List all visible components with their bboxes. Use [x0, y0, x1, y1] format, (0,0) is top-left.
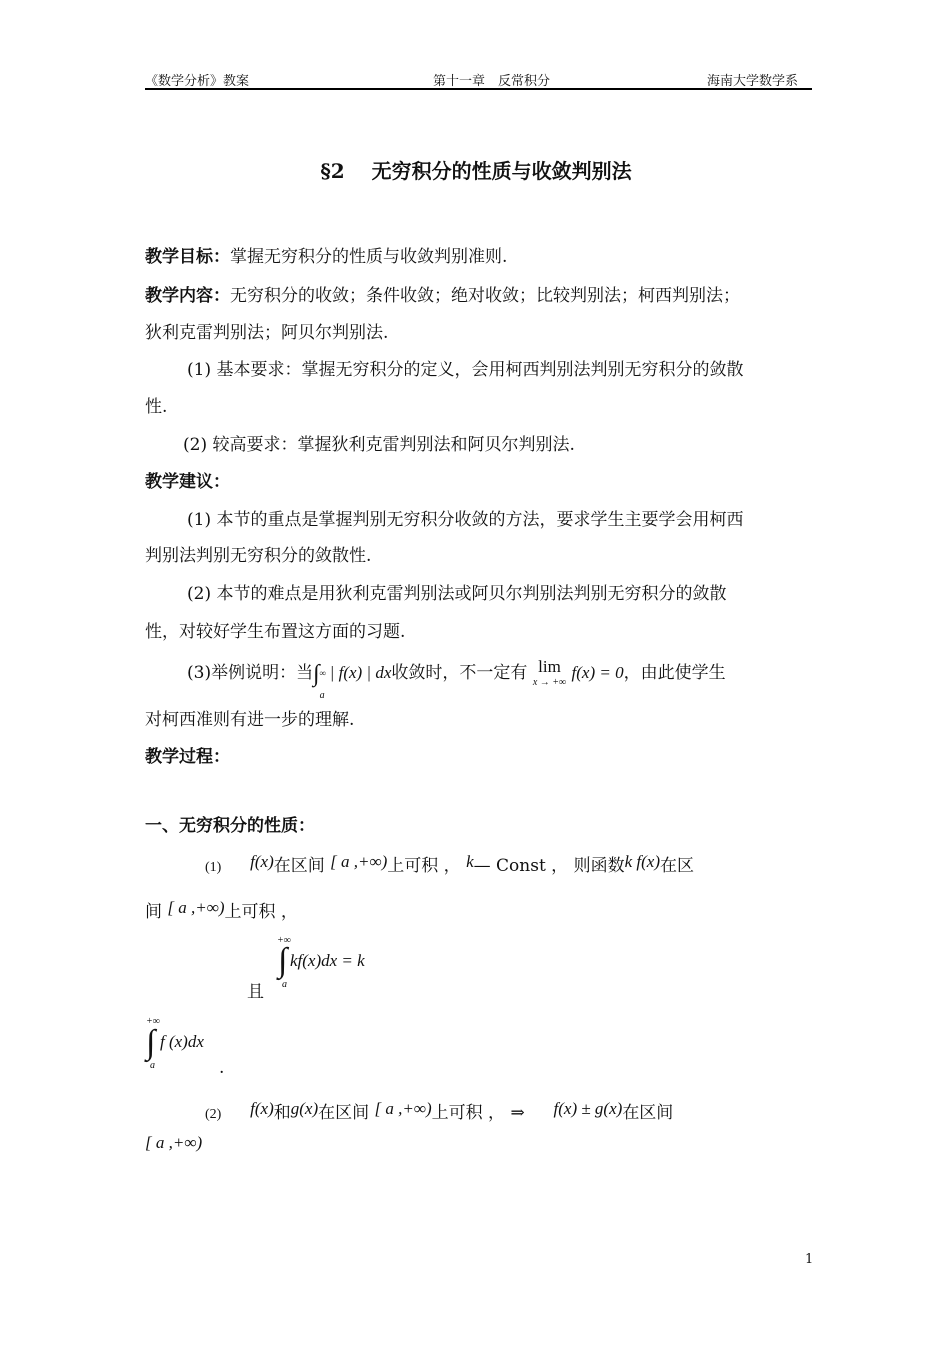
s3-fx: f(x) = 0 — [571, 663, 624, 682]
p2-t3: 在区间 — [622, 1103, 674, 1123]
header-left: 《数学分析》教案 — [145, 74, 250, 89]
int1-lower: a — [282, 979, 287, 990]
p2-l2-interval: [ a ,+∞) — [145, 1133, 203, 1152]
content-label: 教学内容： — [145, 286, 230, 306]
implies-symbol: ⇒ — [510, 1103, 525, 1122]
p2-t1: 在区间 — [318, 1103, 370, 1123]
int1-upper: +∞ — [277, 935, 291, 946]
p1-num: (1) — [205, 860, 222, 875]
integral-sign: ∫ — [313, 661, 320, 687]
content-line-2: 狄利克雷判别法；阿贝尔判别法. — [145, 323, 389, 343]
p1-t3: — Const ， 则函数 — [473, 856, 625, 876]
s3-lim-under: x → +∞ — [532, 677, 567, 688]
suggestion-1-line-1: (1) 本节的重点是掌握判别无穷积分收敛的方法，要求学生主要学会用柯西 — [187, 510, 744, 530]
int2-body: f (x)dx — [160, 1032, 204, 1051]
s3-integrand: | f(x) | dx — [329, 663, 392, 682]
p1-l2-t2: 上可积 ， — [224, 902, 298, 922]
req-advanced: (2) 较高要求：掌握狄利克雷判别法和阿贝尔判别法. — [183, 435, 575, 455]
p2-fx: f(x) — [250, 1099, 274, 1118]
header-center: 第十一章 反常积分 — [433, 74, 551, 89]
s3-lower: a — [319, 690, 325, 701]
suggestion-2-line-1: (2) 本节的难点是用狄利克雷判别法或阿贝尔判别法判别无穷积分的敛散 — [187, 584, 727, 604]
suggestions-label: 教学建议： — [145, 472, 230, 492]
property-1-line-1 — [205, 851, 694, 876]
s3-mid: 收敛时，不一定有 — [391, 663, 528, 683]
header-rule — [145, 88, 812, 90]
process-label: 教学过程： — [145, 747, 230, 767]
p1-t2: 上可积 ， — [387, 856, 461, 876]
p1-interval: [ a ,+∞) — [330, 852, 388, 871]
property-1-line-2 — [145, 897, 298, 922]
p1-fx: f(x) — [250, 852, 274, 871]
int2-sign: ∫ — [146, 1024, 156, 1061]
int2-lower: a — [150, 1060, 155, 1071]
suggestion-3-line-2: 对柯西准则有进一步的理解. — [145, 710, 355, 730]
s3-lim-word: lim — [538, 657, 561, 676]
p2-interval: [ a ,+∞) — [374, 1099, 432, 1118]
int2-dot: . — [219, 1058, 225, 1078]
content-line-1 — [145, 281, 740, 306]
p2-t2: 上可积 ， — [431, 1103, 506, 1123]
p1-t1: 在区间 — [273, 856, 325, 876]
suggestion-1-line-2: 判别法判别无穷积分的敛散性. — [145, 546, 372, 566]
objective-text: 掌握无穷积分的性质与收敛判别准则. — [230, 247, 508, 267]
objective-line — [145, 242, 507, 267]
s3-prefix: (3)举例说明：当 — [187, 663, 314, 683]
suggestion-2-line-2: 性，对较好学生布置这方面的习题. — [145, 622, 406, 642]
p1-kf: k f(x) — [624, 852, 660, 871]
p2-num: (2) — [205, 1107, 222, 1122]
p1-t4: 在区 — [659, 856, 694, 876]
int1-body: kf(x)dx = k — [290, 951, 365, 970]
page-number: 1 — [805, 1252, 814, 1267]
s3-suffix: ，由此使学生 — [623, 663, 726, 683]
property-2-line-1 — [205, 1098, 673, 1123]
req-basic-line-2: 性. — [145, 397, 168, 417]
s3-upper: ∞ — [319, 668, 327, 678]
int2-upper: +∞ — [146, 1016, 160, 1027]
int1-sign: ∫ — [278, 942, 288, 979]
part1-heading: 一、无穷积分的性质： — [145, 816, 315, 836]
p2-gx: g(x) — [290, 1099, 319, 1118]
objective-label: 教学目标： — [145, 247, 230, 267]
p2-sum: f(x) ± g(x) — [553, 1099, 623, 1118]
suggestion-3-line-1 — [187, 657, 726, 701]
p2-and: 和 — [273, 1103, 291, 1123]
header-right: 海南大学数学系 — [707, 74, 799, 89]
p1-l2-t: 间 — [145, 902, 162, 922]
content-text-1: 无穷积分的收敛；条件收敛；绝对收敛；比较判别法；柯西判别法； — [230, 286, 740, 306]
section-title: §2 无穷积分的性质与收敛判别法 — [320, 159, 632, 183]
req-basic-line-1: (1) 基本要求：掌握无穷积分的定义，会用柯西判别法判别无穷积分的敛散 — [187, 360, 744, 380]
p1-k: k — [466, 852, 474, 871]
s3-limit — [533, 658, 566, 688]
p1-and: 且 — [247, 982, 264, 1002]
p1-l2-interval: [ a ,+∞) — [167, 898, 225, 917]
